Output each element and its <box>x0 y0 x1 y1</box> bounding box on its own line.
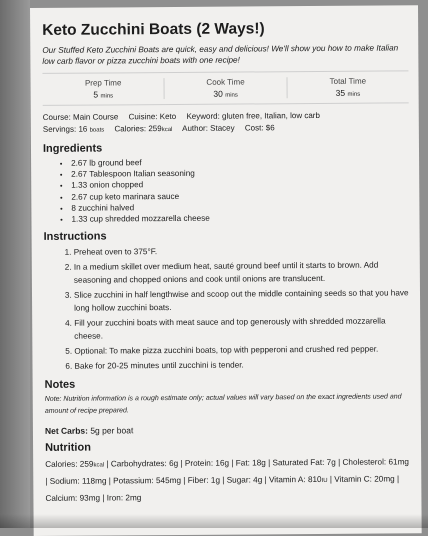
nutrient-unit: mg <box>130 493 141 502</box>
recipe-times <box>42 70 408 106</box>
recipe-card <box>30 5 422 536</box>
nutrient-value: 545 <box>156 476 170 485</box>
cook-time-unit: mins <box>225 93 238 99</box>
nutrient-label: Cholesterol: <box>342 458 386 467</box>
notes-heading: Notes <box>45 377 411 392</box>
nutrient-value: 18 <box>252 459 261 468</box>
recipe-summary: Our Stuffed Keto Zucchini Boats are quick, easy and delicious! We'll show you how to make Italian low carb flavor or pizza zucchini boats with one recipe! <box>42 42 408 67</box>
nutrient-unit: mg <box>398 458 409 467</box>
nutrient-unit: IU <box>322 478 328 484</box>
nutrient-unit: mg <box>95 477 106 486</box>
nutrient-value: 4 <box>253 476 258 485</box>
cost-label: Cost: <box>245 123 264 132</box>
servings-unit: boats <box>90 127 105 133</box>
nutrient-value: 810 <box>308 475 322 484</box>
nutrient-value: 7 <box>327 458 332 467</box>
keyword-value: gluten free, Italian, low carb <box>222 111 320 121</box>
calories-unit: kcal <box>162 127 173 133</box>
nutrient-unit: kcal <box>93 463 104 469</box>
list-item: • 2.67 Tablespoon Italian seasoning <box>71 167 409 181</box>
author-value: Stacey <box>210 124 235 133</box>
nutrient-label: Potassium: <box>113 476 154 485</box>
nutrient-value: 259 <box>80 460 94 469</box>
cuisine-value: Keto <box>160 112 177 121</box>
total-time-label: Total Time <box>287 76 408 86</box>
total-time-value: 35 <box>336 88 346 98</box>
nutrient-value: 16 <box>215 459 224 468</box>
servings-label: Servings: <box>43 125 76 134</box>
total-time <box>287 76 408 98</box>
list-item: • 1.33 cup shredded mozzarella cheese <box>71 211 409 225</box>
net-carbs <box>45 424 411 437</box>
prep-time-unit: mins <box>100 93 113 99</box>
nutrient-label: Vitamin C: <box>334 475 372 484</box>
course-label: Course: <box>43 113 71 122</box>
instructions-heading: Instructions <box>44 229 410 244</box>
nutrient-value: 118 <box>82 477 95 486</box>
nutrient-value: 2 <box>125 494 130 503</box>
nutrient-label: Sugar: <box>227 476 251 485</box>
nutrient-label: Sodium: <box>50 477 80 486</box>
nutrient-unit: g <box>215 476 220 485</box>
nutrient-unit: g <box>258 476 263 485</box>
nutrient-label: Fat: <box>236 459 250 468</box>
nutrient-label: Fiber: <box>188 476 209 485</box>
nutrient-value: 20 <box>374 475 383 484</box>
instructions-list <box>44 244 411 374</box>
nutrient-value: 61 <box>388 458 397 467</box>
list-item: • 2.67 lb ground beef <box>71 155 409 169</box>
cuisine-label: Cuisine: <box>129 112 158 121</box>
net-carbs-label: Net Carbs: <box>45 426 88 436</box>
calories-value: 259 <box>148 124 161 133</box>
instruction-step: 4. Fill your zucchini boats with meat sauce and top generously with shredded mozzarella cheese. <box>74 315 410 343</box>
nutrient-value: 1 <box>211 476 216 485</box>
nutrient-unit: mg <box>383 475 394 484</box>
total-time-unit: mins <box>347 92 360 98</box>
instruction-step: 5. Optional: To make pizza zucchini boats, top with pepperoni and crushed red pepper. <box>74 343 410 358</box>
instruction-step: 6. Bake for 20-25 minutes until zucchini is tender. <box>74 358 410 373</box>
nutrition-facts: Calories: 259kcal | Carbohydrates: 6g | Protein: 16g | Fat: 18g | Saturated Fat: 7g | Cholesterol: 61mg | Sodium: 118mg | Potassium: 545mg | Fiber: 1g | Sugar: 4g | Vitamin A: 810IU | Vitamin C: 20mg | Calcium: 93mg | Iron: 2mg <box>45 455 411 507</box>
prep-time-value: 5 <box>93 90 98 100</box>
background-edge <box>0 0 30 528</box>
servings-value: 16 <box>78 125 87 134</box>
recipe-title: Keto Zucchini Boats (2 Ways!) <box>42 19 408 40</box>
nutrient-label: Vitamin A: <box>269 475 306 484</box>
list-item: • 1.33 onion chopped <box>71 178 409 192</box>
instruction-step: 3. Slice zucchini in half lengthwise and scoop out the middle containing seeds so that you have long hollow zucchini boats. <box>74 287 410 315</box>
calories-label: Calories: <box>114 124 146 133</box>
nutrient-label: Saturated Fat: <box>272 458 324 467</box>
notes-text: Note: Nutrition information is a rough estimate only; actual values will vary based on the exact ingredients used and amount of recipe prepared. <box>45 392 411 419</box>
nutrient-unit: mg <box>89 494 100 503</box>
nutrient-label: Calories: <box>45 460 77 469</box>
instruction-step: 2. In a medium skillet over medium heat, sauté ground beef until it starts to brown. Add seasoning and chopped onions and cook until onions are translucent. <box>74 259 410 287</box>
ingredients-list <box>43 155 409 225</box>
net-carbs-value: 5g per boat <box>90 426 133 436</box>
instruction-step: 1. Preheat oven to 375°F. <box>74 244 410 259</box>
nutrient-value: 6 <box>169 459 174 468</box>
course-value: Main Course <box>73 112 118 121</box>
nutrient-unit: g <box>331 458 336 467</box>
cook-time-label: Cook Time <box>165 77 286 87</box>
keyword-label: Keyword: <box>186 112 219 121</box>
nutrient-label: Calcium: <box>45 494 77 503</box>
cost-value: $6 <box>266 123 275 132</box>
nutrient-label: Iron: <box>107 494 123 503</box>
nutrient-unit: g <box>261 459 266 468</box>
nutrient-unit: mg <box>170 476 181 485</box>
prep-time-label: Prep Time <box>42 78 163 88</box>
recipe-meta <box>43 109 409 137</box>
nutrient-unit: g <box>224 459 229 468</box>
list-item: • 8 zucchini halved <box>71 200 409 214</box>
nutrient-value: 93 <box>80 494 89 503</box>
author-label: Author: <box>182 124 208 133</box>
list-item: • 2.67 cup keto marinara sauce <box>71 189 409 203</box>
nutrient-unit: g <box>174 459 179 468</box>
cook-time-value: 30 <box>213 89 223 99</box>
prep-time <box>42 78 164 100</box>
nutrient-label: Protein: <box>185 459 213 468</box>
nutrition-heading: Nutrition <box>45 440 411 455</box>
ingredients-heading: Ingredients <box>43 140 409 155</box>
cook-time <box>165 77 287 99</box>
nutrient-label: Carbohydrates: <box>111 459 167 468</box>
background-edge-bottom <box>0 514 428 528</box>
